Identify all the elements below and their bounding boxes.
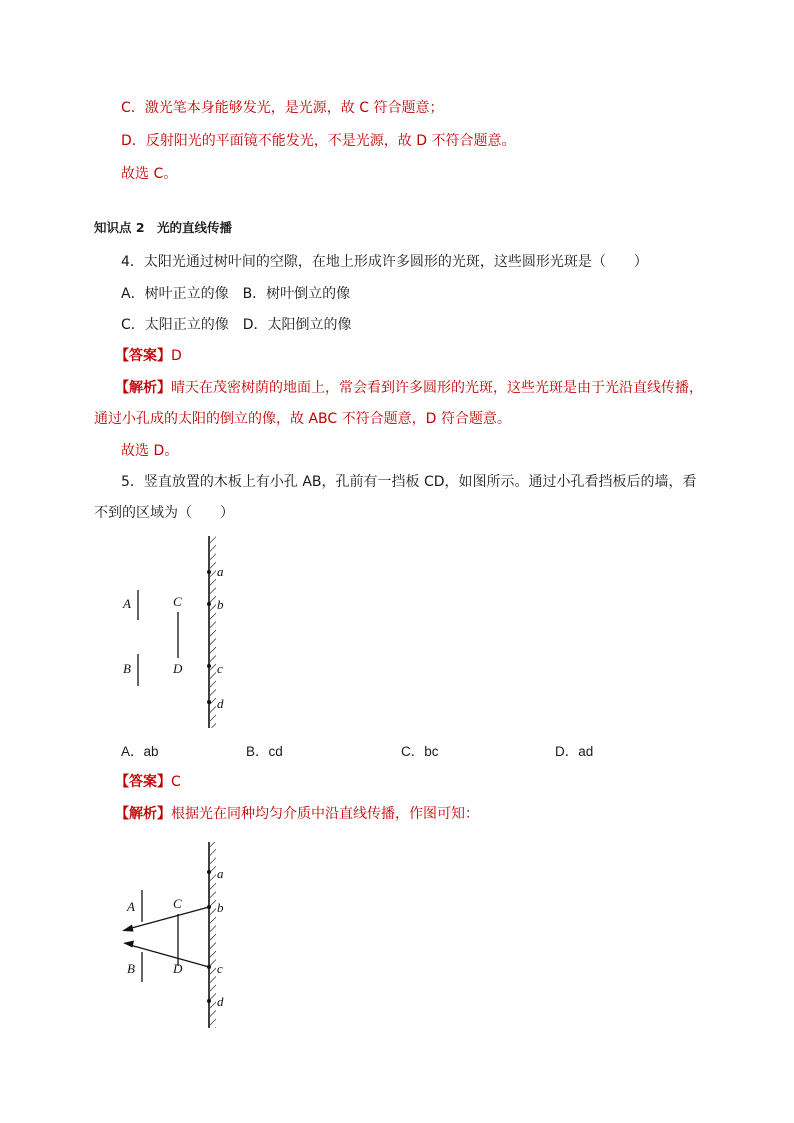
wall-hatching bbox=[210, 842, 216, 1028]
answer-value: C bbox=[171, 774, 181, 790]
arrowhead-lower-icon bbox=[123, 941, 134, 948]
label-B: B bbox=[127, 961, 135, 976]
q5-option-d: D．ad bbox=[555, 744, 594, 759]
analysis-tag: 【解析】 bbox=[115, 380, 171, 396]
label-d: d bbox=[217, 696, 224, 711]
label-C: C bbox=[173, 594, 182, 609]
q5-stem-line-2: 不到的区域为（ ） bbox=[94, 505, 234, 521]
q4-options-row-2: C．太阳正立的像 D．太阳倒立的像 bbox=[121, 317, 352, 333]
point-c bbox=[207, 664, 211, 668]
label-A: A bbox=[123, 596, 131, 611]
q4-conclusion: 故选 D。 bbox=[121, 443, 179, 459]
point-a bbox=[207, 870, 211, 874]
label-A: A bbox=[127, 899, 135, 914]
q4-stem: 4．太阳光通过树叶间的空隙，在地上形成许多圆形的光斑，这些圆形光斑是（ ） bbox=[121, 254, 648, 270]
q4-analysis-line-1 bbox=[115, 378, 703, 398]
analysis-text: 晴天在茂密树荫的地面上，常会看到许多圆形的光斑，这些光斑是由于光沿直线传播， bbox=[171, 380, 703, 396]
section-heading: 知识点 2 光的直线传播 bbox=[94, 220, 233, 235]
prev-option-d-explanation: D．反射阳光的平面镜不能发光，不是光源，故 D 不符合题意。 bbox=[121, 133, 516, 149]
label-a: a bbox=[217, 866, 224, 881]
prev-conclusion: 故选 C。 bbox=[121, 166, 178, 182]
q5-figure bbox=[110, 532, 350, 732]
prev-option-c-explanation: C．激光笔本身能够发光，是光源，故 C 符合题意； bbox=[121, 100, 444, 116]
q5-analysis bbox=[115, 804, 479, 824]
q5-option-b: B．cd bbox=[246, 744, 283, 759]
q5-answer bbox=[115, 772, 181, 792]
label-d: d bbox=[217, 994, 224, 1009]
label-b: b bbox=[217, 597, 224, 612]
label-c: c bbox=[217, 961, 223, 976]
label-C: C bbox=[173, 896, 182, 911]
point-a bbox=[207, 570, 211, 574]
point-b bbox=[207, 602, 211, 606]
answer-tag: 【答案】 bbox=[115, 774, 171, 790]
label-b: b bbox=[217, 900, 224, 915]
answer-value: D bbox=[171, 348, 182, 364]
point-b bbox=[207, 905, 211, 909]
label-D: D bbox=[173, 661, 183, 676]
q5-option-c: C．bc bbox=[401, 744, 439, 759]
arrowhead-upper-icon bbox=[122, 925, 134, 932]
q4-analysis-line-2: 通过小孔成的太阳的倒立的像，故 ABC 不符合题意，D 符合题意。 bbox=[94, 411, 511, 427]
q5-solution-figure bbox=[110, 836, 350, 1036]
label-B: B bbox=[123, 661, 131, 676]
q5-option-a: A．ab bbox=[121, 744, 159, 759]
q4-options-row-1: A．树叶正立的像 B．树叶倒立的像 bbox=[121, 286, 351, 302]
label-a: a bbox=[217, 564, 224, 579]
answer-tag: 【答案】 bbox=[115, 348, 171, 364]
label-D: D bbox=[173, 961, 183, 976]
ray-upper bbox=[128, 907, 209, 929]
point-d bbox=[207, 999, 211, 1003]
wall-hatching bbox=[210, 536, 216, 728]
analysis-text: 根据光在同种均匀介质中沿直线传播，作图可知： bbox=[171, 806, 479, 822]
analysis-tag: 【解析】 bbox=[115, 806, 171, 822]
point-c bbox=[207, 965, 211, 969]
q4-answer bbox=[115, 346, 182, 366]
label-c: c bbox=[217, 661, 223, 676]
point-d bbox=[207, 700, 211, 704]
q5-stem-line-1: 5．竖直放置的木板上有小孔 AB，孔前有一挡板 CD，如图所示。通过小孔看挡板后的墙，看 bbox=[121, 474, 697, 490]
